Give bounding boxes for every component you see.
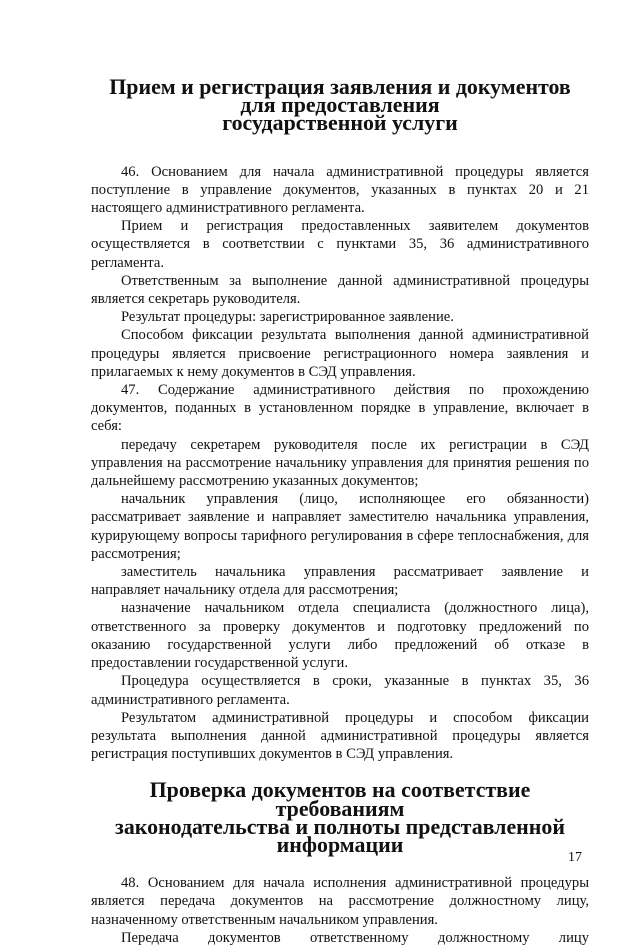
paragraph: 47. Содержание административного действия по прохождению документов, поданных в установленном порядке в управление, включает в себя: — [91, 382, 589, 435]
section-heading-line: Проверка документов на соответствие требованиям — [149, 777, 531, 821]
paragraph: 48. Основанием для начала исполнения административной процедуры является передача документов на рассмотрение должностному лицу, назначенному ответственным начальником управления. — [91, 875, 589, 928]
paragraph: Процедура осуществляется в сроки, указанные в пунктах 35, 36 административного регламента. — [91, 673, 589, 708]
paragraph: начальник управления (лицо, исполняющее его обязанности) рассматривает заявление и направляет заместителю начальника управления, курирующему вопросы тарифного регулирования в сфере теплоснабжения, для рассмотрения; — [91, 491, 589, 562]
paragraph: Прием и регистрация предоставленных заявителем документов осуществляется в соответствии с пунктами 35, 36 административного регламента. — [91, 218, 589, 271]
section-heading — [91, 777, 589, 857]
paragraph: 46. Основанием для начала административной процедуры является поступление в управление документов, указанных в пунктах 20 и 21 настоящего административного регламента. — [91, 163, 589, 217]
paragraph: Результатом административной процедуры и способом фиксации результата выполнения данной административной процедуры является регистрация поступивших документов в СЭД управления. — [91, 709, 589, 763]
document-page — [91, 74, 589, 947]
section-heading-line: Прием и регистрация заявления и документов для предоставления — [109, 74, 571, 118]
section-heading-line: законодательства и полноты представленной информации — [115, 813, 565, 857]
page-number: 17 — [568, 850, 582, 865]
paragraph: назначение начальником отдела специалиста (должностного лица), ответственного за проверку документов и подготовку предложений по оказанию государственной услуги либо предложений об отказе в предоставлении государственной услуги. — [91, 600, 589, 672]
paragraph: Результат процедуры: зарегистрированное заявление. — [121, 309, 454, 326]
paragraph: Передача документов ответственному должностному лицу — [121, 929, 589, 946]
paragraph: передачу секретарем руководителя после их регистрации в СЭД управления на рассмотрение начальнику управления для принятия решения по дальнейшему рассмотрению указанных документов; — [91, 436, 589, 490]
section-heading-line: государственной услуги — [222, 110, 458, 136]
paragraph: Ответственным за выполнение данной административной процедуры является секретарь руководителя. — [91, 272, 589, 308]
section-heading — [91, 74, 589, 136]
paragraph: Способом фиксации результата выполнения данной административной процедуры является присвоение регистрационного номера заявления и прилагаемых к нему документов в СЭД управления. — [91, 327, 589, 380]
paragraph: заместитель начальника управления рассматривает заявление и направляет начальнику отдела для рассмотрения; — [91, 564, 589, 599]
